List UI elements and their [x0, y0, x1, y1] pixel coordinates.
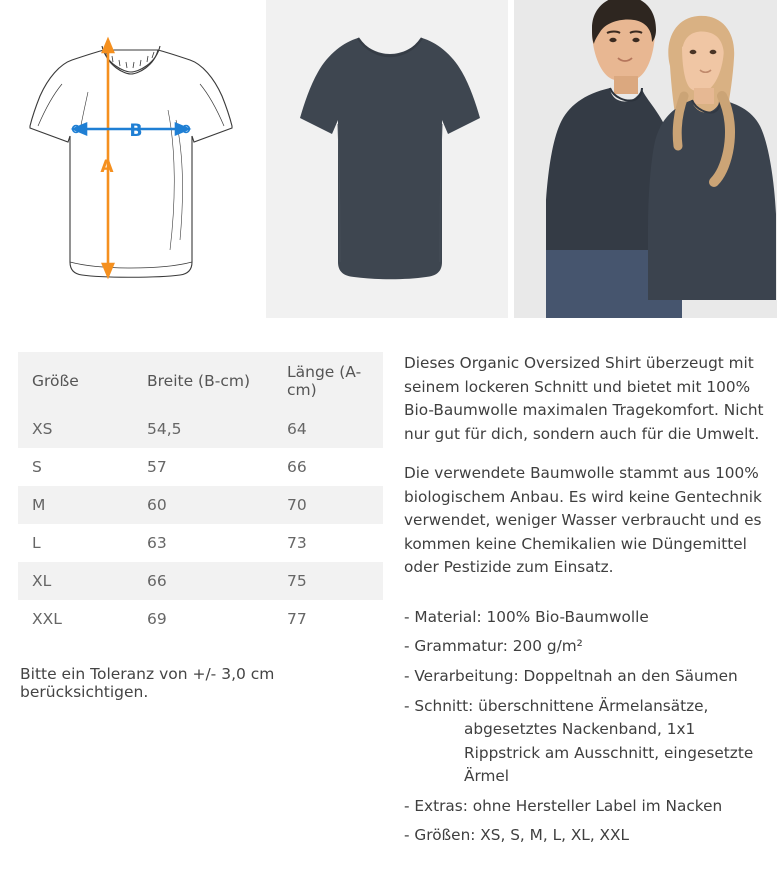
description-paragraph-1: Dieses Organic Oversized Shirt überzeugt mit seinem lockeren Schnitt und bietet mit 100% Bio-Baumwolle maximalen Tragekomfort. Nicht nur gut für dich, sondern auch für die Umwelt. [404, 354, 764, 443]
models-graphic [514, 0, 777, 318]
cell-length: 70 [273, 486, 383, 524]
product-flat-image [266, 0, 508, 318]
product-model-image [514, 0, 777, 318]
table-row [18, 524, 383, 562]
cell-size: XL [18, 562, 133, 600]
cell-length: 75 [273, 562, 383, 600]
table-row [18, 486, 383, 524]
cell-length: 64 [273, 410, 383, 448]
spec-text: - Größen: XS, S, M, L, XL, XXL [404, 826, 630, 845]
column-header-width: Breite (B-cm) [133, 352, 273, 410]
list-item [404, 824, 767, 848]
cell-length: 66 [273, 448, 383, 486]
length-label-a: A [100, 157, 114, 177]
spec-text: - Extras: ohne Hersteller Label im Nacken [404, 796, 723, 815]
column-header-length: Länge (A-cm) [273, 352, 383, 410]
product-description-column [404, 352, 777, 854]
table-row [18, 410, 383, 448]
cell-length: 77 [273, 600, 383, 638]
list-item [404, 635, 767, 659]
cell-width: 63 [133, 524, 273, 562]
cell-size: XXL [18, 600, 133, 638]
cell-width: 57 [133, 448, 273, 486]
list-item [404, 795, 767, 819]
product-info-section [0, 352, 777, 854]
cell-size: S [18, 448, 133, 486]
cell-width: 69 [133, 600, 273, 638]
description-paragraph-2: Die verwendete Baumwolle stammt aus 100% biologischem Anbau. Es wird keine Gentechnik verwendet, weniger Wasser verbraucht und es kommen keine Chemikalien wie Düngemittel oder Pestizide zum Einsatz. [404, 464, 762, 577]
spec-text: - Material: 100% Bio-Baumwolle [404, 607, 649, 626]
cell-length: 73 [273, 524, 383, 562]
width-label-b: B [129, 121, 143, 141]
table-row [18, 448, 383, 486]
size-chart-table [18, 352, 383, 638]
spec-text: - Verarbeitung: Doppeltnah an den Säumen [404, 667, 738, 686]
tshirt-flat-graphic [266, 0, 508, 318]
cell-width: 54,5 [133, 410, 273, 448]
tolerance-note: Bitte ein Toleranz von +/- 3,0 cm berücksichtigen. [20, 665, 275, 701]
spec-text-continued: abgesetztes Nackenband, 1x1 Rippstrick am Ausschnitt, eingesetzte Ärmel [464, 720, 754, 786]
cell-size: XS [18, 410, 133, 448]
list-item [404, 695, 767, 789]
table-row [18, 562, 383, 600]
table-header-row [18, 352, 383, 410]
list-item [404, 606, 767, 630]
specs-list [404, 606, 767, 848]
cell-width: 60 [133, 486, 273, 524]
cell-size: L [18, 524, 133, 562]
spec-text: - Grammatur: 200 g/m² [404, 637, 583, 656]
table-row [18, 600, 383, 638]
cell-size: M [18, 486, 133, 524]
technical-drawing-image [0, 0, 260, 318]
product-image-row [0, 0, 777, 318]
column-header-size: Größe [18, 352, 133, 410]
size-chart-column [0, 352, 404, 854]
tshirt-measurement-sketch [0, 0, 260, 318]
spec-text: - Schnitt: überschnittene Ärmelansätze, [404, 696, 709, 715]
cell-width: 66 [133, 562, 273, 600]
list-item [404, 665, 767, 689]
